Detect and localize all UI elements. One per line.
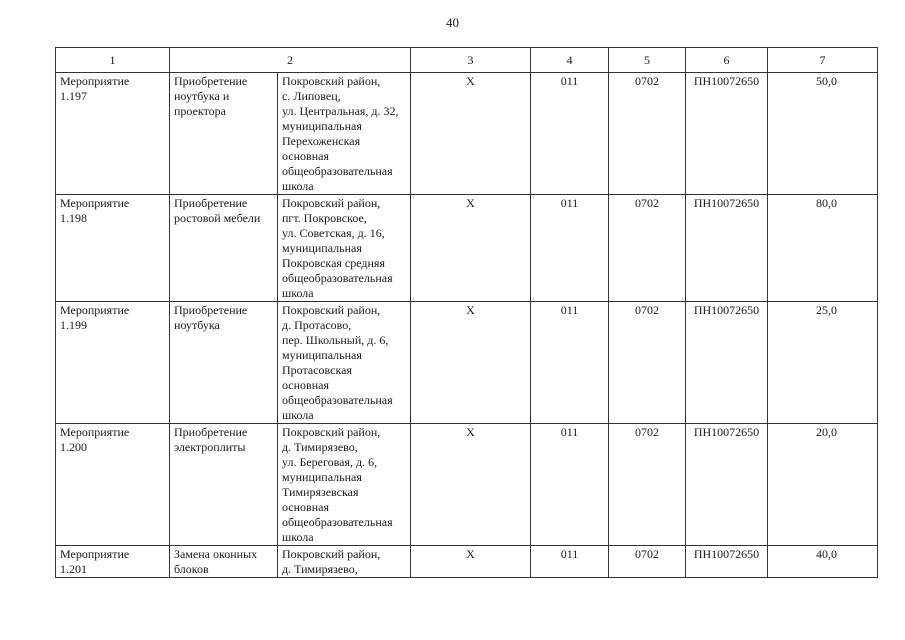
event-cell: Мероприятие 1.200 [56,424,170,546]
event-cell: Мероприятие 1.197 [56,73,170,195]
col4-cell: 011 [531,424,609,546]
col5-cell: 0702 [609,73,686,195]
event-cell: Мероприятие 1.199 [56,302,170,424]
col5-cell: 0702 [609,546,686,578]
item-cell: Приобретение ноутбука и проектора [170,73,278,195]
col5-cell: 0702 [609,302,686,424]
header-row [56,48,878,73]
table-row [56,424,878,546]
col7-cell: 25,0 [768,302,878,424]
col3-cell: Х [411,546,531,578]
col7-cell: 80,0 [768,195,878,302]
address-cell: Покровский район, пгт. Покровское, ул. Советская, д. 16, муниципальная Покровская средняя общеобразовательная школа [278,195,411,302]
col6-cell: ПН10072650 [686,424,768,546]
address-cell: Покровский район, д. Тимирязево, ул. Береговая, д. 6, муниципальная Тимирязевская основная общеобразовательная школа [278,424,411,546]
col7-cell: 20,0 [768,424,878,546]
header-col-4: 4 [531,48,609,73]
address-cell: Покровский район, д. Тимирязево, [278,546,411,578]
table-row [56,302,878,424]
col4-cell: 011 [531,73,609,195]
col4-cell: 011 [531,302,609,424]
header-col-2: 2 [170,48,411,73]
col3-cell: Х [411,302,531,424]
table-row [56,546,878,578]
item-cell: Приобретение ноутбука [170,302,278,424]
address-cell: Покровский район, д. Протасово, пер. Школьный, д. 6, муниципальная Протасовская основная общеобразовательная школа [278,302,411,424]
header-col-5: 5 [609,48,686,73]
col6-cell: ПН10072650 [686,302,768,424]
header-col-6: 6 [686,48,768,73]
event-cell: Мероприятие 1.201 [56,546,170,578]
col6-cell: ПН10072650 [686,195,768,302]
header-col-1: 1 [56,48,170,73]
event-cell: Мероприятие 1.198 [56,195,170,302]
col3-cell: Х [411,73,531,195]
col3-cell: Х [411,195,531,302]
page-number: 40 [446,15,459,30]
item-cell: Приобретение электроплиты [170,424,278,546]
col6-cell: ПН10072650 [686,546,768,578]
address-cell: Покровский район, с. Липовец, ул. Центральная, д. 32, муниципальная Перехоженская основная общеобразовательная школа [278,73,411,195]
col6-cell: ПН10072650 [686,73,768,195]
item-cell: Приобретение ростовой мебели [170,195,278,302]
col5-cell: 0702 [609,424,686,546]
header-col-3: 3 [411,48,531,73]
col3-cell: Х [411,424,531,546]
item-cell: Замена оконных блоков [170,546,278,578]
col7-cell: 40,0 [768,546,878,578]
col5-cell: 0702 [609,195,686,302]
table-row [56,195,878,302]
col4-cell: 011 [531,546,609,578]
col7-cell: 50,0 [768,73,878,195]
header-col-7: 7 [768,48,878,73]
budget-table [55,47,878,578]
table-row [56,73,878,195]
col4-cell: 011 [531,195,609,302]
